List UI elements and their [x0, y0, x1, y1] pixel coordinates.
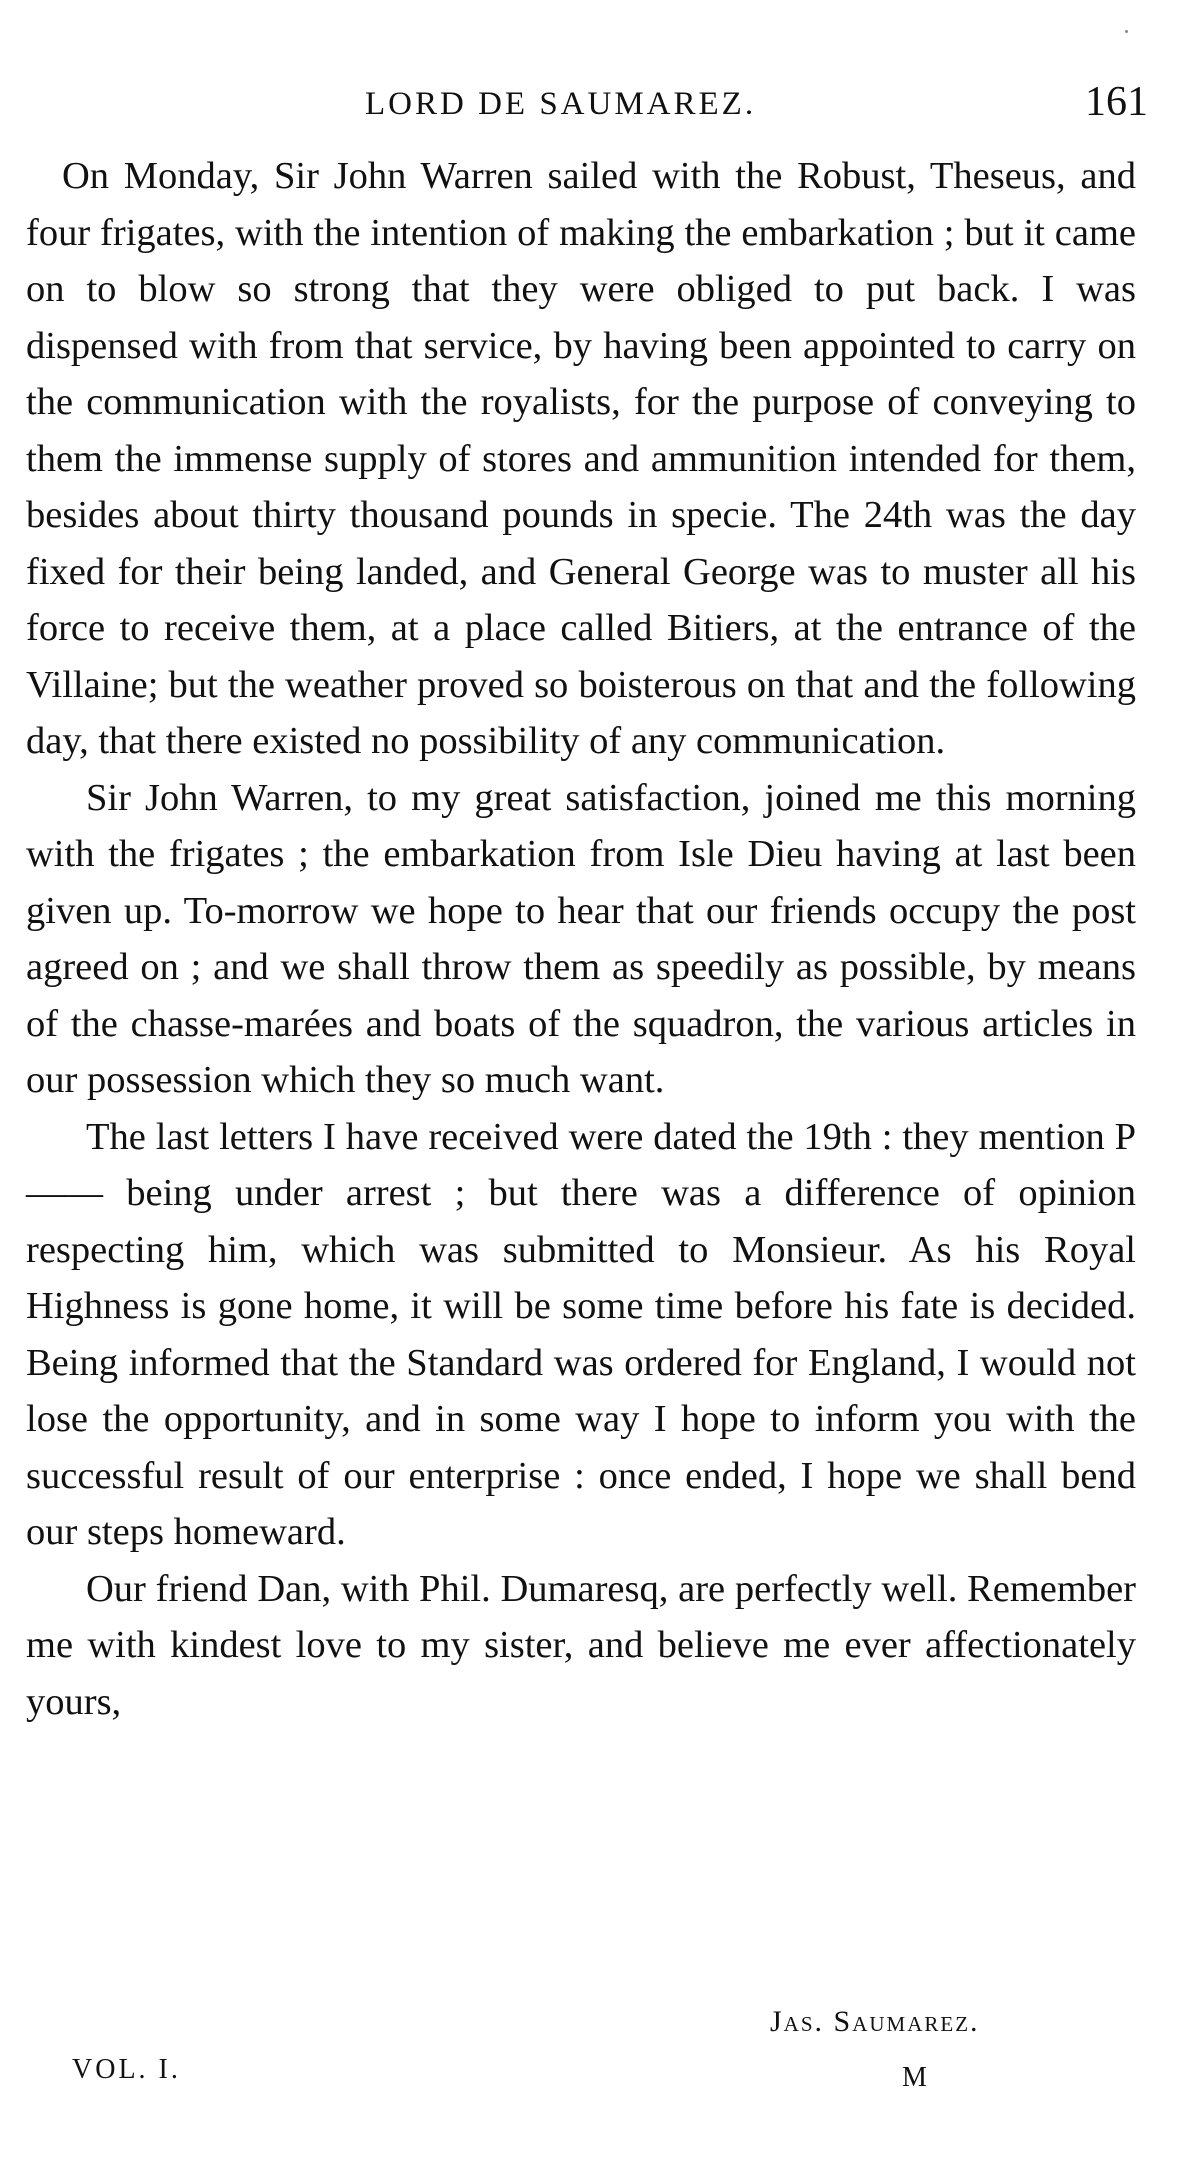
paper-speck [1125, 30, 1128, 33]
signature-mark: M [902, 2062, 929, 2093]
letter-signature: Jas. Saumarez. [770, 2005, 980, 2038]
paragraph-4: Our friend Dan, with Phil. Dumaresq, are perfectly well. Remember me with kindest love to my sister, and believe me ever affectionately yours, [26, 1567, 1136, 1723]
page-number: 161 [1085, 79, 1148, 125]
paragraph-1: On Monday, Sir John Warren sailed with the Robust, Theseus, and four frigates, with the intention of making the embarkation ; but it came on to blow so strong that they were obliged to put back. I was dispensed with from that service, by having been appointed to carry on the communication with the royalists, for the purpose of conveying to them the immense supply of stores and ammunition intended for them, besides about thirty thousand pounds in specie. The 24th was the day fixed for their being landed, and General George was to muster all his force to receive them, at a place called Bitiers, at the entrance of the Villaine; but the weather proved so boisterous on that and the following day, that there existed no possibility of any communication. [26, 155, 1136, 762]
running-title: LORD DE SAUMAREZ. [365, 86, 757, 122]
paragraph-2: Sir John Warren, to my great satisfaction, joined me this morning with the frigates ; the embarkation from Isle Dieu having at last been given up. To-morrow we hope to hear that our friends occupy the post agreed on ; and we shall throw them as speedily as possible, by means of the chasse-marées and boats of the squadron, the various articles in our possession which they so much want. [26, 776, 1136, 1101]
page-header [0, 78, 1204, 138]
letter-body [26, 148, 1136, 1730]
volume-label: VOL. I. [72, 2054, 181, 2085]
paragraph-3: The last letters I have received were dated the 19th : they mention P—— being under arrest ; but there was a difference of opinion respecting him, which was submitted to Monsieur. As his Royal Highness is gone home, it will be some time before his fate is decided. Being informed that the Standard was ordered for England, I would not lose the opportunity, and in some way I hope to inform you with the successful result of our enterprise : once ended, I hope we shall bend our steps homeward. [26, 1115, 1136, 1553]
